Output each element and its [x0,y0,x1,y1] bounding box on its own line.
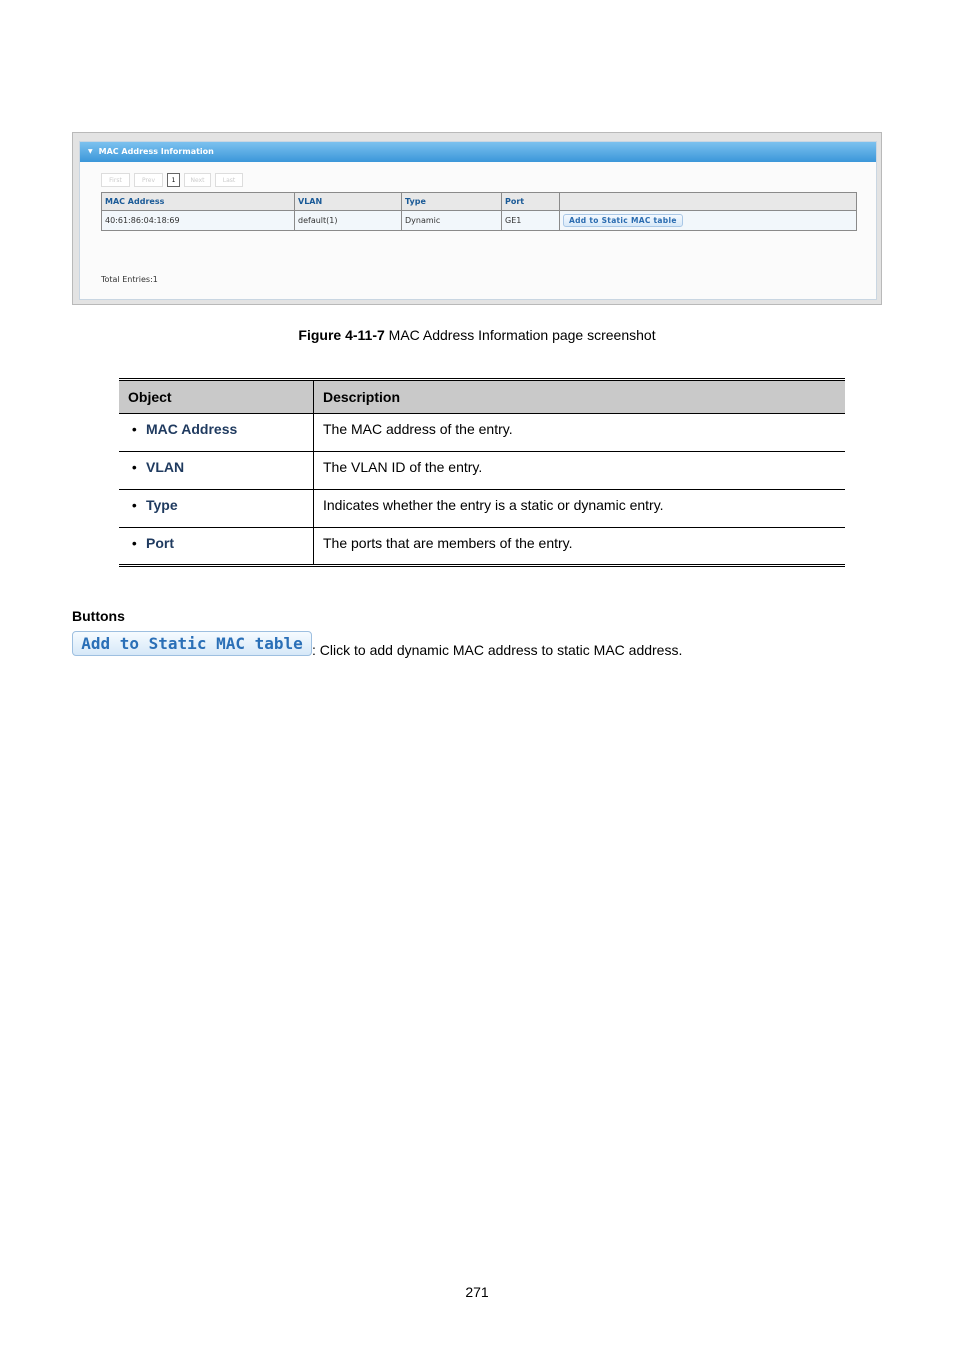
panel-title: MAC Address Information [98,147,214,156]
header-object: Object [119,380,314,414]
figure-caption [0,327,954,343]
description-cell: The VLAN ID of the entry. [314,452,846,490]
col-mac-address: MAC Address [102,193,295,211]
object-name: Type [146,497,178,513]
bullet-icon: • [128,535,137,551]
table-row [119,414,845,452]
table-row [119,452,845,490]
figure-text: MAC Address Information page screenshot [384,327,656,343]
bullet-icon: • [128,421,137,437]
description-cell: The ports that are members of the entry. [314,528,846,566]
object-name: Port [146,535,174,551]
mac-table-header [102,193,857,211]
pager [101,173,243,187]
button-description: : Click to add dynamic MAC address to static MAC address. [312,642,683,658]
object-name: VLAN [146,459,185,475]
pager-last[interactable]: Last [215,173,243,187]
pager-first[interactable]: First [101,173,130,187]
mac-table [101,192,857,231]
object-cell [119,528,314,566]
object-description-table-wrap [119,378,845,567]
object-cell [119,452,314,490]
description-cell: Indicates whether the entry is a static or dynamic entry. [314,490,846,528]
total-entries: Total Entries:1 [101,275,158,284]
header-description: Description [314,380,846,414]
col-type: Type [402,193,502,211]
table-row [102,211,857,231]
cell-type: Dynamic [402,211,502,231]
add-to-static-mac-table-button[interactable]: Add to Static MAC table [72,631,312,656]
cell-mac: 40:61:86:04:18:69 [102,211,295,231]
cell-action [560,211,857,231]
col-action [560,193,857,211]
pager-prev[interactable]: Prev [134,173,163,187]
collapse-triangle-icon[interactable]: ▼ [88,148,93,155]
figure-label: Figure 4-11-7 [298,327,385,343]
table-row [119,490,845,528]
object-cell [119,490,314,528]
col-vlan: VLAN [295,193,402,211]
pager-page-1[interactable]: 1 [167,173,180,187]
panel-header[interactable] [80,142,876,162]
object-name: MAC Address [146,421,238,437]
table-row [119,528,845,566]
cell-vlan: default(1) [295,211,402,231]
pager-next[interactable]: Next [184,173,211,187]
page-number: 271 [465,1284,489,1300]
bullet-icon: • [128,497,137,513]
description-cell: The MAC address of the entry. [314,414,846,452]
col-port: Port [502,193,560,211]
add-to-static-mac-button[interactable]: Add to Static MAC table [563,214,683,227]
object-cell [119,414,314,452]
desc-header-row [119,380,845,414]
bullet-icon: • [128,459,137,475]
buttons-heading: Buttons [72,608,125,624]
object-description-table [119,378,845,567]
cell-port: GE1 [502,211,560,231]
screenshot-frame [72,132,882,305]
mac-address-info-panel [79,141,877,300]
